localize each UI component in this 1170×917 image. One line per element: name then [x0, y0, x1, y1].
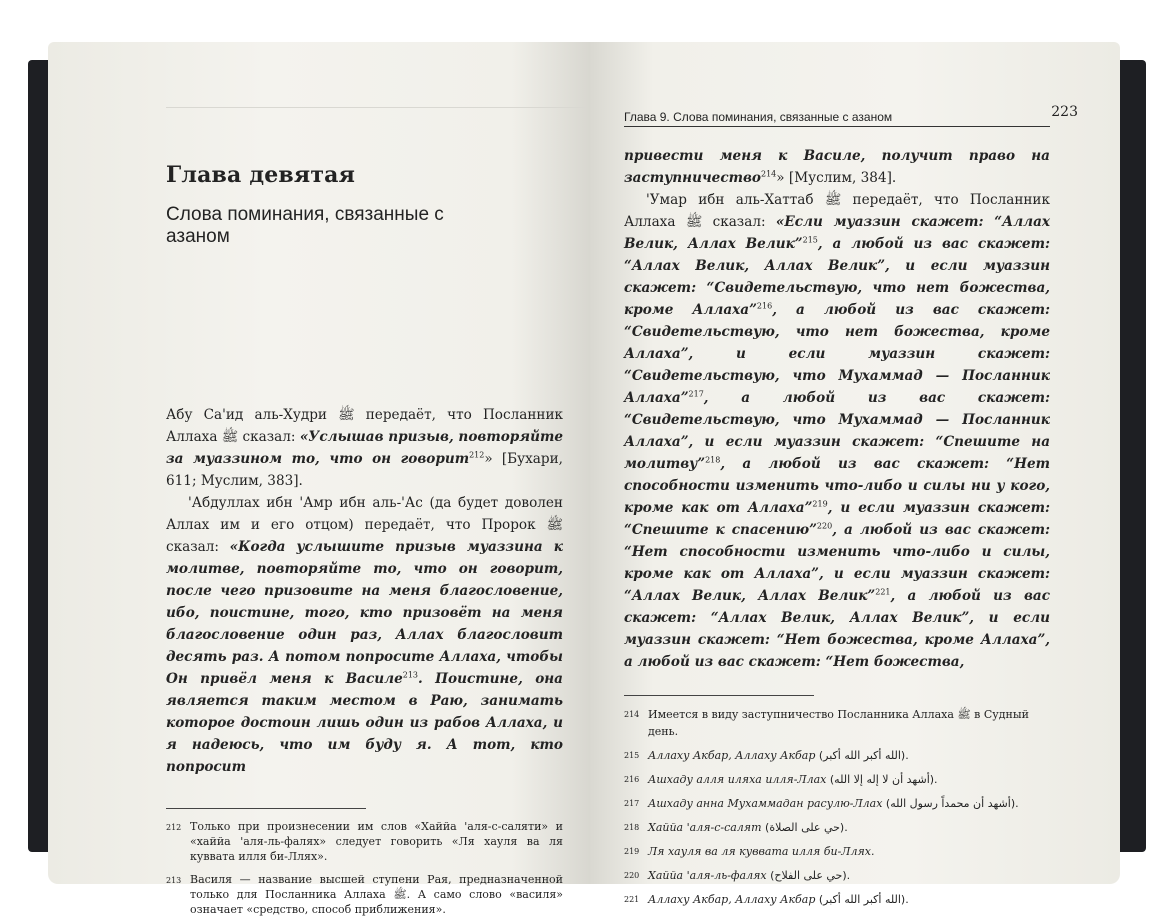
- text-run: ﷺ: [824, 192, 842, 208]
- quote-text: «Когда услышите призыв муаззина к молитве, повторяйте то, что он говорит, после чего призовите на меня благословение, ибо, поистине, того, кто призовёт на меня благословение один раз, Аллах благословит десять раз. А потом попросите Аллаха, чтобы Он привёл меня к Василе: [166, 539, 563, 687]
- footnote-number: 214: [624, 710, 640, 719]
- footnote-rule: [166, 808, 366, 809]
- quote-text: , и если муаззин скажет: “Спешите к спасению”: [624, 500, 1050, 538]
- quote-text: , а любой из вас скажет: “Нет способности изменить что-либо и силы, кроме как от Аллаха”, и если муаззин скажет: “Аллах Велик, Аллах Велик”: [624, 522, 1050, 604]
- text-run: » [Бухари, 611; Муслим, 383].: [166, 451, 563, 489]
- footnote: [624, 706, 1050, 740]
- arabic-text: (الله أكبر الله أكبر).: [815, 893, 909, 906]
- paragraph: [624, 145, 1050, 189]
- footnote-number: 220: [624, 871, 640, 880]
- footnote-number: 215: [624, 751, 640, 760]
- text-run: » [Муслим, 384].: [776, 170, 897, 186]
- text-run: сказал:: [238, 429, 300, 445]
- text-run: ﷺ: [546, 517, 563, 533]
- footnote: [624, 795, 1050, 812]
- arabic-text: (الله أكبر الله أكبر).: [815, 749, 909, 762]
- quote-text: привести меня к Василе, получит право на заступничество: [624, 148, 1050, 186]
- paragraph: [166, 404, 563, 492]
- quote-text: , а любой из вас скажет: “Нет способности изменить что-либо и силы ни у кого, кроме как от Аллаха”: [624, 456, 1050, 516]
- footnote-number: 212: [166, 823, 182, 832]
- left-page: [48, 42, 593, 916]
- footnote-ref: 213: [402, 670, 419, 680]
- footnote: [624, 891, 1050, 908]
- running-header: [624, 104, 1078, 127]
- arabic-text: (أشهد أن لا إله إلا الله).: [826, 773, 938, 786]
- quote-text: , а любой из вас скажет: “Свидетельствую, что нет божества, кроме Аллаха”, и если муаззин скажет: “Свидетельствую, что Мухаммад — Посланник Аллаха”: [624, 302, 1050, 406]
- quote-text: , а любой из вас скажет: “Аллах Велик, Аллах Велик”, и если муаззин скажет: “Свидетельствую, что нет божества, кроме Аллаха”: [624, 236, 1050, 318]
- footnote-ref: 216: [756, 301, 773, 311]
- footnote-number: 218: [624, 823, 640, 832]
- text-run: ﷺ: [338, 407, 355, 423]
- footnote-ref: 217: [688, 389, 704, 399]
- quote-text: «Если муаззин скажет: “Аллах Велик, Аллах Велик”: [624, 214, 1051, 252]
- footnote-text: Хаййа 'аля-ль-фалях (حي على الفلاح).: [648, 869, 851, 882]
- footnote-ref: 214: [760, 169, 777, 179]
- footnote-rule: [624, 695, 814, 696]
- footnote: [166, 819, 563, 864]
- arabic-text: (حي على الصلاة).: [761, 821, 848, 834]
- footnote-text: Ашхаду алля иляха илля-Ллах (أشهد أن لا إله إلا الله).: [648, 773, 938, 786]
- footnote-ref: 212: [469, 450, 485, 460]
- left-body-text: [166, 404, 563, 778]
- page-number: 223: [1051, 104, 1078, 120]
- text-run: сказал:: [702, 214, 776, 230]
- footnote-text: Ашхаду анна Мухаммадан расулю-Ллах (أشهد أن محمداً رسول الله).: [648, 797, 1019, 810]
- text-run: передаёт, что Посланник Аллаха: [166, 407, 564, 445]
- footnote-text: Василя — название высшей ступени Рая, предназначенной только для Посланника Аллаха ﷺ. А само слово «василя» означает «средство, способ приближения».: [190, 873, 563, 916]
- footnote-ref: 215: [802, 235, 818, 245]
- footnote-text: Хаййа 'аля-с-салят (حي على الصلاة).: [648, 821, 848, 834]
- text-run: сказал:: [166, 539, 230, 555]
- footnote-number: 216: [624, 775, 640, 784]
- footnote-number: 217: [624, 799, 640, 808]
- left-footnotes: [166, 819, 563, 917]
- footnote-number: 219: [624, 847, 640, 856]
- footnote-number: 213: [166, 876, 182, 885]
- footnote-text: Ля хауля ва ля куввата илля би-Ллях.: [648, 845, 875, 858]
- paragraph: [166, 492, 563, 778]
- footnote: [624, 819, 1050, 836]
- footnote-text: Имеется в виду заступничество Посланника Аллаха ﷺ в Судный день.: [648, 708, 1029, 738]
- footnote-ref: 219: [812, 499, 828, 509]
- footnote-text: Аллаху Акбар, Аллаху Акбар (الله أكبر الله أكبر).: [648, 749, 909, 762]
- footnote-number: 221: [624, 895, 640, 904]
- footnote: [624, 843, 1050, 860]
- quote-text: . Поистине, она является таким местом в Раю, занимать которое достоин лишь один из рабов Аллаха, и я надеюсь, что им буду я. А тот, кто попросит: [166, 671, 563, 775]
- footnote: [624, 747, 1050, 764]
- footnote: [624, 771, 1050, 788]
- text-run: ﷺ: [685, 214, 703, 230]
- quote-text: , а любой из вас скажет: “Свидетельствую, что Мухаммад — Посланник Аллаха”, и если муаззин скажет: “Спешите на молитву”: [624, 390, 1050, 472]
- footnote-ref: 221: [875, 587, 891, 597]
- quote-text: «Услышав призыв, повторяйте за муаззином то, что он говорит: [166, 429, 564, 467]
- chapter-title: Глава девятая: [166, 162, 356, 188]
- bleed-through-header: [166, 104, 586, 108]
- running-header-title: Глава 9. Слова поминания, связанные с азаном: [624, 110, 893, 124]
- footnote: [166, 872, 563, 917]
- arabic-text: (حي على الفلاح).: [766, 869, 851, 882]
- paragraph: [624, 189, 1050, 673]
- text-run: передаёт, что Посланник Аллаха: [624, 192, 1050, 230]
- arabic-text: (أشهد أن محمداً رسول الله).: [882, 797, 1019, 810]
- text-run: ﷺ: [221, 429, 239, 445]
- footnote-text: Аллаху Акбар, Аллаху Акбар (الله أكبر الله أكبر).: [648, 893, 909, 906]
- right-body-text: [624, 145, 1050, 673]
- footnote-text: Только при произнесении им слов «Хаййа 'аля-с-саляти» и «хаййа 'аля-ль-фалях» следует говорить «Ля хауля ва ля куввата илля би-Ллях».: [190, 820, 563, 863]
- quote-text: , а любой из вас скажет: “Аллах Велик, Аллах Велик”, и если муаззин скажет: “Нет божества, кроме Аллаха”, а любой из вас скажет: “Нет божества,: [624, 588, 1050, 670]
- right-page: [590, 42, 1120, 906]
- text-run: Абу Са'ид аль-Худри: [166, 407, 339, 423]
- footnote-ref: 220: [816, 521, 833, 531]
- text-run: 'Умар ибн аль-Хаттаб: [646, 192, 825, 208]
- chapter-subtitle: Слова поминания, связанные с азаном: [166, 204, 444, 247]
- right-footnotes: [624, 706, 1050, 908]
- footnote-ref: 218: [705, 455, 721, 465]
- footnote: [624, 867, 1050, 884]
- text-run: 'Абдуллах ибн 'Амр ибн аль-'Ас (да будет доволен Аллах им и его отцом) передаёт, что Пророк: [166, 495, 563, 533]
